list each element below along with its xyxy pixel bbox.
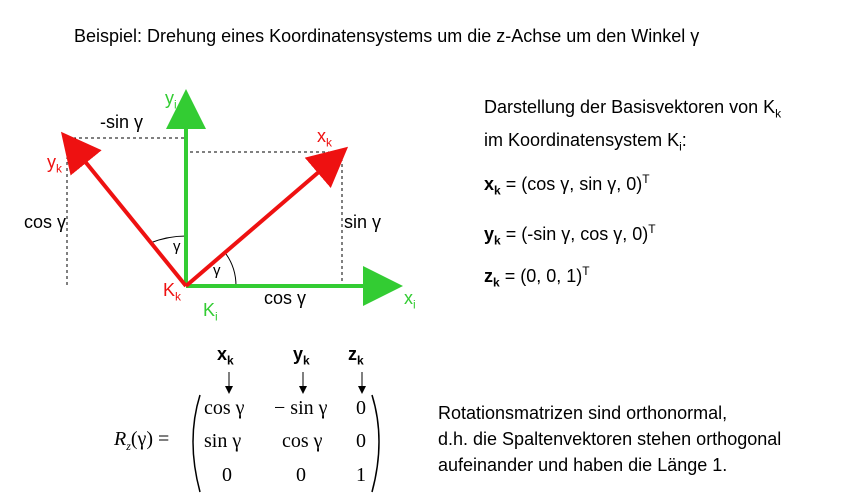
xi-label: $x_i$ bbox=[404, 288, 416, 312]
matrix-cell-r3c1: 0 bbox=[222, 464, 232, 486]
matrix-cell-r3c2: 0 bbox=[296, 464, 306, 486]
sin-right-label: sin γ bbox=[344, 212, 382, 232]
matrix-cell-r1c1: cos γ bbox=[204, 397, 245, 419]
gamma-xk-label: γ bbox=[213, 262, 221, 279]
xk-axis bbox=[186, 152, 342, 286]
matrix-right-paren bbox=[372, 395, 379, 492]
yi-label: $y_i$ bbox=[165, 88, 177, 112]
matrix-cell-r3c3: 1 bbox=[356, 464, 366, 486]
note-line-3: aufeinander und haben die Länge 1. bbox=[438, 455, 728, 475]
matrix-header-yk: $y_k$ bbox=[293, 344, 310, 368]
cos-bottom-label: cos γ bbox=[264, 288, 307, 308]
matrix-cell-r2c3: 0 bbox=[356, 430, 366, 452]
matrix-cell-r2c2: cos γ bbox=[282, 430, 323, 452]
neg-sin-label: -sin γ bbox=[100, 112, 144, 132]
matrix-cell-r1c2: − sin γ bbox=[274, 397, 328, 419]
cos-left-label: cos γ bbox=[24, 212, 67, 232]
gamma-yk-label: γ bbox=[173, 238, 181, 255]
orthonormal-note bbox=[438, 400, 781, 478]
kk-label: $K_k$ bbox=[163, 280, 182, 304]
equation-zk: $z_k = (0$, 0, 1)$^T$ bbox=[484, 264, 590, 290]
yk-label: $y_k$ bbox=[47, 152, 62, 176]
angle-arc-xk bbox=[226, 254, 236, 286]
ki-label: $K_i$ bbox=[203, 300, 218, 324]
matrix-left-paren bbox=[193, 395, 200, 492]
page-title: Beispiel: Drehung eines Koordinatensystems um die z-Achse um den Winkel γ bbox=[74, 26, 700, 46]
matrix-cell-r2c1: sin γ bbox=[204, 430, 242, 452]
equation-yk: $y_k = (-\sin$ γ, cos γ, 0)$^T$ bbox=[484, 222, 656, 248]
matrix-header-zk: $z_k$ bbox=[348, 344, 364, 368]
matrix-header-xk: $x_k$ bbox=[217, 344, 234, 368]
basis-description: Darstellung der Basisvektoren von $K_k$ im Koordinatensystem $K_i$: bbox=[484, 97, 782, 154]
note-line-2: d.h. die Spaltenvektoren stehen orthogonal bbox=[438, 429, 782, 449]
matrix-lhs: $R_z(\gamma)$ = bbox=[114, 428, 170, 453]
xk-label: $x_k$ bbox=[317, 126, 332, 150]
matrix-cell-r1c3: 0 bbox=[356, 397, 366, 419]
yk-axis bbox=[66, 138, 186, 286]
note-line-1: Rotationsmatrizen sind orthonormal, bbox=[438, 403, 728, 423]
equation-xk: $x_k = (\cos$ γ, sin γ, 0)$^T$ bbox=[484, 172, 650, 198]
